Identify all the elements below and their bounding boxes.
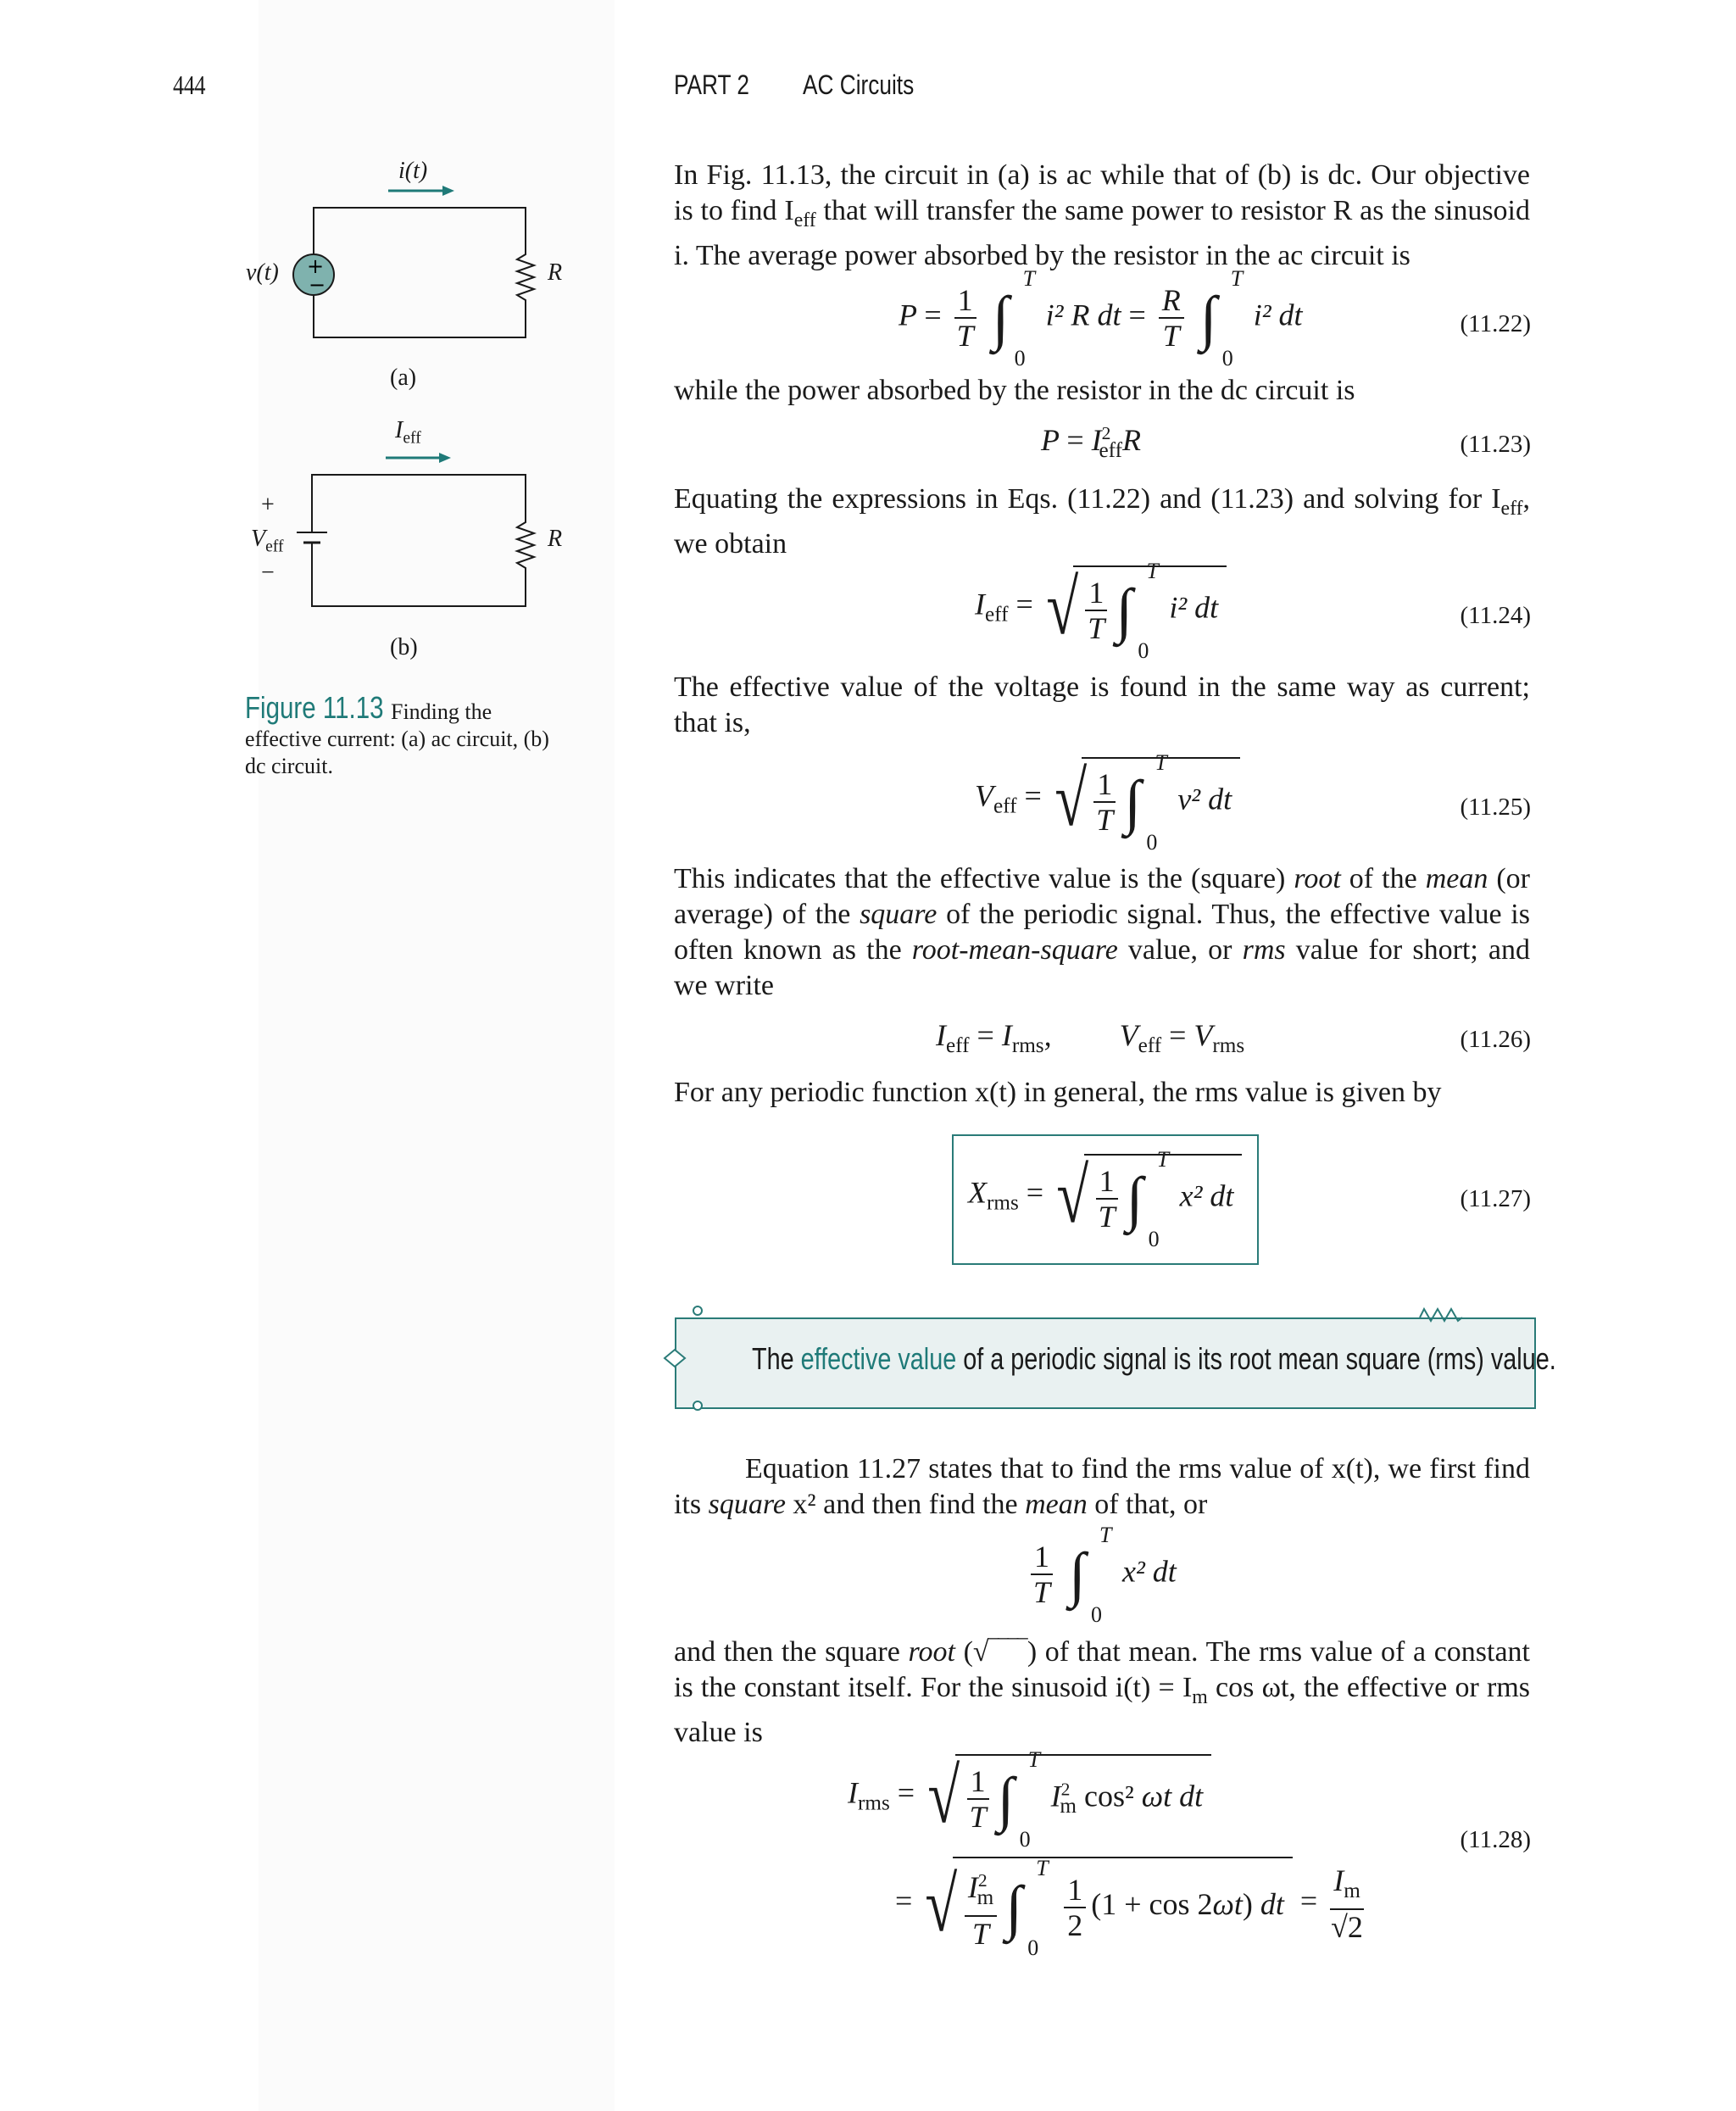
circuit-b-diagram	[237, 432, 593, 619]
equation-11-24: $I_{eff}$ = √ $\frac{1}{T}$ ∫ T 0 i² dt	[975, 565, 1227, 649]
paragraph-8: and then the square root (√‾‾‾‾) of that mean. The rms value of a constant is the constant itself. For the sinusoid $i(t) = I_m$ cos ωt, the effective or rms value is	[674, 1636, 1531, 1748]
note-text: The effective value of a periodic signal is its root mean square (rms) value.	[752, 1341, 1556, 1376]
eq-number-11-26: (11.26)	[1460, 1026, 1531, 1053]
plus-sign-b: +	[261, 492, 275, 518]
paragraph-4: The effective value of the voltage is found in the same way as current; that is,	[674, 671, 1530, 738]
equation-11-23: $P = I^2_{eff}R$	[1041, 423, 1141, 463]
paragraph-1: In Fig. 11.13, the circuit in (a) is ac while that of (b) is dc. Our objective is to find $I_{eff}$ that will transfer the same power to resistor R as the sinusoid i. The average power absorbed by the resistor in the ac circuit is	[674, 159, 1531, 271]
equation-11-28-line1: $I_{rms}$ = √ $\frac{1}{T}$ ∫ T 0 $I^2_m$ cos² ωt dt	[848, 1753, 1211, 1838]
eq-number-11-28: (11.28)	[1460, 1826, 1531, 1853]
paragraph-2: while the power absorbed by the resistor in the dc circuit is	[674, 375, 1355, 406]
source-label-a: v(t)	[246, 259, 279, 286]
paragraph-7: Equation 11.27 states that to find the rms value of x(t), we first find its square x² and then find the mean of that, or	[674, 1453, 1530, 1520]
sub-label-a: (a)	[390, 365, 417, 391]
resistor-label-a: R	[548, 259, 563, 286]
paragraph-3: Equating the expressions in Eqs. (11.22) and (11.23) and solving for $I_{eff}$, we obtain	[674, 483, 1530, 560]
source-label-b: $V_{eff}$	[251, 526, 284, 556]
figure-caption-text: Finding the effective current: (a) ac circuit, (b) dc circuit.	[245, 699, 549, 778]
resistor-label-b: R	[548, 526, 563, 552]
eq-number-11-25: (11.25)	[1460, 794, 1531, 821]
current-label-b: $I_{eff}$	[395, 417, 421, 448]
eq-number-11-22: (11.22)	[1460, 310, 1531, 337]
equation-11-26: $I_{eff} = I_{rms}$, $V_{eff} = V_{rms}$	[936, 1018, 1245, 1058]
chapter-title: AC Circuits	[803, 70, 915, 100]
eq-number-11-23: (11.23)	[1460, 431, 1531, 458]
sub-label-b: (b)	[390, 634, 418, 660]
equation-11-28-line2: = √ $\frac{I^2_m}{T}$ ∫ T 0 $\frac{1}{2}$ (1 + cos 2ωt) dt = $\frac{I_m}{√2}$	[895, 1855, 1363, 1960]
equation-11-27: $X_{rms}$ = √ $\frac{1}{T}$ ∫ T 0 x² dt	[968, 1153, 1242, 1238]
eq-number-11-24: (11.24)	[1460, 602, 1531, 629]
svg-text:−: −	[309, 273, 326, 297]
paragraph-6: For any periodic function x(t) in general, the rms value is given by	[674, 1077, 1442, 1108]
equation-11-25: $V_{eff}$ = √ $\frac{1}{T}$ ∫ T 0 v² dt	[975, 756, 1240, 841]
page-number: 444	[173, 70, 206, 100]
equation-11-22: P = $\frac{1}{T}$ ∫ T 0 i² R dt = $\frac{R}{T}$ ∫ T 0 i² dt	[899, 266, 1303, 370]
figure-caption-label: Figure 11.13	[245, 690, 384, 725]
current-label-a: i(t)	[398, 158, 428, 184]
svg-text:+: +	[307, 254, 325, 278]
mean-expression: $\frac{1}{T}$ ∫ T 0 x² dt	[1026, 1536, 1177, 1612]
part-label: PART 2	[674, 70, 749, 100]
eq-number-11-27: (11.27)	[1460, 1185, 1531, 1212]
paragraph-5: This indicates that the effective value is the (square) root of the mean (or average) of the square of the periodic signal. Thus, the effective value is often known as the root-mean-square value, or rms value for short; and we write	[674, 863, 1530, 1001]
minus-sign-b: −	[261, 560, 275, 586]
